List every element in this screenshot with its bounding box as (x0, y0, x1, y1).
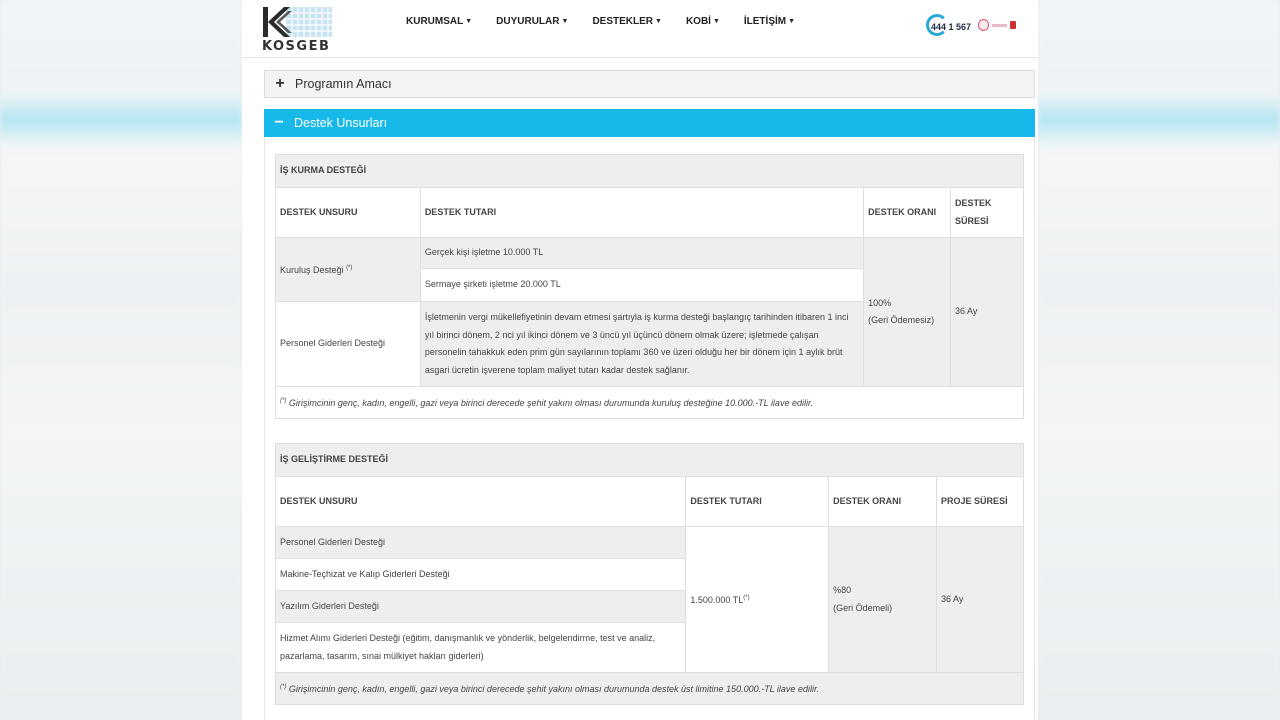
column-header: PROJE SÜRESİ (937, 477, 1024, 527)
table-cell: Hizmet Alımı Giderleri Desteği (eğitim, danışmanlık ve yönderlik, belgelendirme, test ve analiz, pazarlama, tasarım, sınai mülkiyet hakları giderleri) (276, 623, 686, 673)
table-cell: Sermaye şirketi işletme 20.000 TL (420, 269, 863, 302)
ministry-seal-icon (978, 19, 989, 31)
column-header: DESTEK ORANI (864, 188, 951, 238)
table-cell (276, 238, 421, 302)
table-cell (864, 238, 951, 387)
flag-icon (1010, 21, 1016, 29)
footnote-text: Girişimcinin genç, kadın, engelli, gazi veya birinci derecede şehit yakını olması durumunda destek üst limitine 150.000.-TL ilave edilir. (286, 683, 820, 694)
ministry-name-mark (992, 24, 1007, 27)
site-header (242, 0, 1038, 58)
background-left (0, 0, 242, 720)
table-title: İŞ GELİŞTİRME DESTEĞİ (276, 444, 1024, 477)
hotline-number: 444 1 567 (931, 22, 972, 32)
table-cell: Yazılım Giderleri Desteği (276, 591, 686, 623)
accordion-destek-unsurlari[interactable] (264, 109, 1035, 137)
nav-label: KURUMSAL (406, 16, 464, 27)
table-title: İŞ KURMA DESTEĞİ (276, 155, 1024, 188)
nav-destekler[interactable] (592, 16, 662, 27)
is-gelistirme-destegi-table (275, 443, 1024, 705)
column-header: DESTEK UNSURU (276, 188, 421, 238)
nav-duyurular[interactable] (496, 16, 568, 27)
hotline-badge[interactable] (926, 14, 972, 40)
footnote-text: Girişimcinin genç, kadın, engelli, gazi veya birinci derecede şehit yakını olması durumunda kuruluş desteğine 10.000.-TL ilave edilir. (286, 397, 814, 408)
nav-kurumsal[interactable] (406, 16, 472, 27)
accordion-programin-amaci[interactable] (264, 70, 1035, 98)
oran-value: 100% (868, 297, 892, 308)
table-cell: 36 Ay (951, 238, 1024, 387)
footnote (276, 387, 1024, 419)
nav-label: KOBİ (685, 16, 711, 27)
footnote-marker: (*) (743, 594, 750, 601)
footnote-marker: (*) (280, 397, 287, 404)
column-header: DESTEK SÜRESİ (951, 188, 1024, 238)
table-cell: 36 Ay (937, 527, 1024, 673)
table-cell (829, 527, 937, 673)
table-cell: İşletmenin vergi mükellefiyetinin devam etmesi şartıyla iş kurma desteği başlangıç tarihinden itibaren 1 inci yıl birinci dönem, 2 nci yıl ikinci dönem ve 3 üncü yıl üçüncü dönem olmak üzere; işletmede çalışan personelin tahakkuk eden prim gün sayılarının toplamı 360 ve üzeri olduğu her bir dönem için 1 aylık brüt asgari ücretin işverene toplam maliyet tutarı kadar destek sağlanır. (420, 302, 863, 387)
kosgeb-logo-icon (262, 6, 334, 38)
nav-kobi[interactable] (686, 16, 720, 27)
footnote-marker: (*) (280, 683, 287, 690)
oran-note: (Geri Ödemesiz) (868, 315, 935, 325)
table-cell (686, 527, 829, 673)
plus-icon: + (275, 75, 285, 92)
main-nav (406, 16, 819, 27)
nav-label: DUYURULAR (496, 16, 560, 27)
kosgeb-logo[interactable] (262, 6, 334, 54)
chevron-down-icon: ▼ (655, 18, 662, 25)
nav-iletisim[interactable] (744, 16, 795, 27)
table-cell: Personel Giderleri Desteği (276, 527, 686, 559)
footnote (276, 673, 1024, 705)
row-label: Kuruluş Desteği (280, 264, 344, 275)
accordion-title: Programın Amacı (295, 77, 392, 91)
table-cell: Gerçek kişi işletme 10.000 TL (420, 238, 863, 269)
chevron-down-icon: ▼ (788, 18, 796, 25)
table-cell: Personel Giderleri Desteği (276, 302, 421, 387)
accordion-title: Destek Unsurları (294, 116, 388, 130)
footnote-marker: (*) (346, 264, 353, 271)
oran-note: (Geri Ödemeli) (833, 602, 893, 613)
nav-label: DESTEKLER (592, 16, 653, 27)
column-header: DESTEK UNSURU (276, 477, 686, 527)
chevron-down-icon: ▼ (712, 18, 720, 25)
nav-label: İLETİŞİM (743, 16, 787, 27)
ministry-logo[interactable] (978, 17, 1016, 33)
tutar-value: 1.500.000 TL (690, 594, 744, 605)
table-cell: Makine-Teçhizat ve Kalıp Giderleri Desteği (276, 559, 686, 591)
is-kurma-destegi-table (275, 154, 1024, 419)
chevron-down-icon: ▼ (561, 18, 569, 25)
logo-text: KOSGEB (262, 39, 331, 54)
background-right (1038, 0, 1280, 720)
minus-icon: − (274, 114, 284, 131)
column-header: DESTEK TUTARI (420, 188, 863, 238)
oran-value: %80 (833, 585, 852, 595)
column-header: DESTEK ORANI (829, 477, 937, 527)
column-header: DESTEK TUTARI (686, 477, 829, 527)
chevron-down-icon: ▼ (465, 18, 473, 25)
